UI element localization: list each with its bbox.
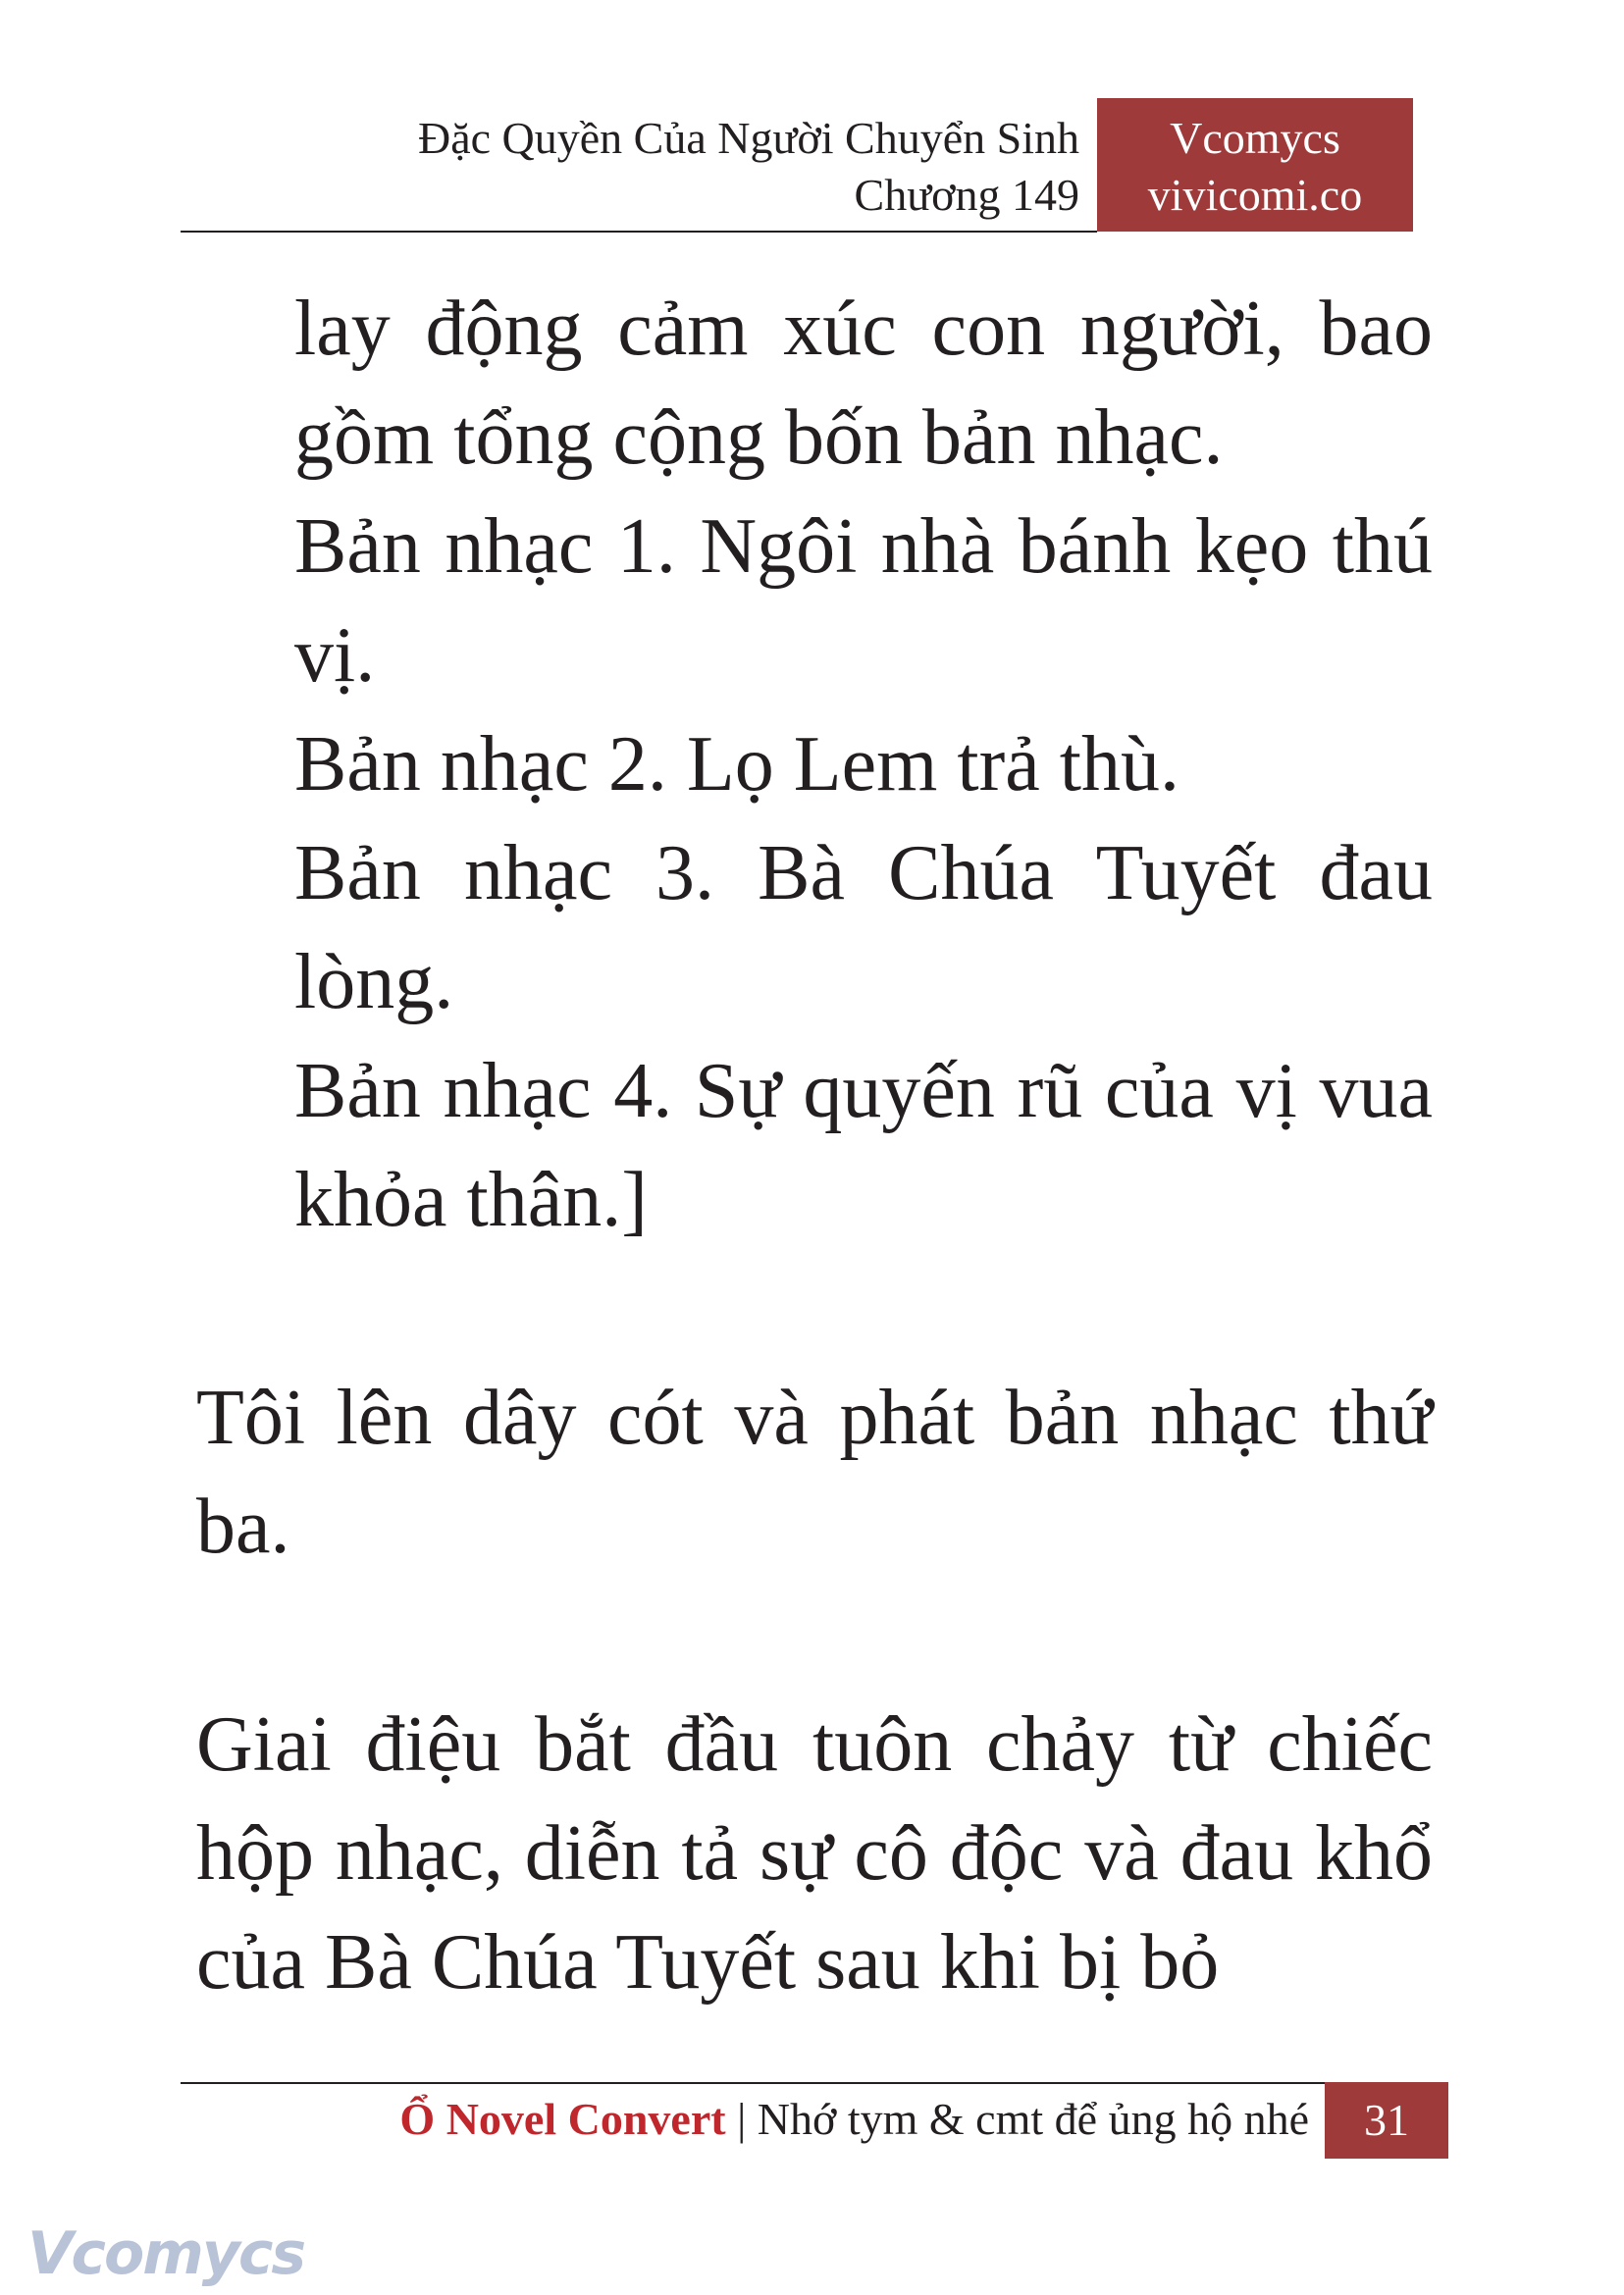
paragraph: Bản nhạc 4. Sự quyến rũ của vị vua khỏa thân.] — [294, 1048, 1433, 1243]
paragraph: lay động cảm xúc con người, bao gồm tổng cộng bốn bản nhạc. — [294, 286, 1433, 481]
footer-divider — [181, 2082, 1325, 2084]
page-body — [196, 275, 1433, 2017]
page-number: 31 — [1325, 2082, 1448, 2159]
paragraph: Tôi lên dây cót và phát bản nhạc thứ ba. — [196, 1375, 1433, 1570]
paragraph: Bản nhạc 1. Ngôi nhà bánh kẹo thú vị. — [294, 503, 1433, 699]
book-title: Đặc Quyền Của Người Chuyển Sinh — [417, 113, 1079, 163]
paragraph-gap — [196, 1582, 1433, 1691]
site-url: vivicomi.co — [1147, 170, 1363, 220]
paragraph-gap — [196, 1255, 1433, 1364]
site-name: Vcomycs — [1170, 113, 1340, 163]
footer-brand: Ổ Novel Convert — [399, 2094, 726, 2144]
footer-credit — [181, 2090, 1309, 2149]
watermark-logo: Vcomycs — [27, 2219, 305, 2288]
paragraph: Bản nhạc 2. Lọ Lem trả thù. — [294, 721, 1179, 808]
header-title-block — [418, 110, 1079, 224]
header-divider — [181, 231, 1097, 233]
footer-note: Nhớ tym & cmt để ủng hộ nhé — [757, 2094, 1309, 2144]
chapter-label: Chương 149 — [854, 170, 1079, 220]
paragraph: Giai điệu bắt đầu tuôn chảy từ chiếc hộp nhạc, diễn tả sự cô độc và đau khổ của Bà Chúa Tuyết sau khi bị bỏ — [196, 1701, 1433, 2006]
paragraph: Bản nhạc 3. Bà Chúa Tuyết đau lòng. — [294, 830, 1433, 1025]
site-badge — [1097, 98, 1413, 232]
footer-separator: | — [737, 2094, 747, 2144]
